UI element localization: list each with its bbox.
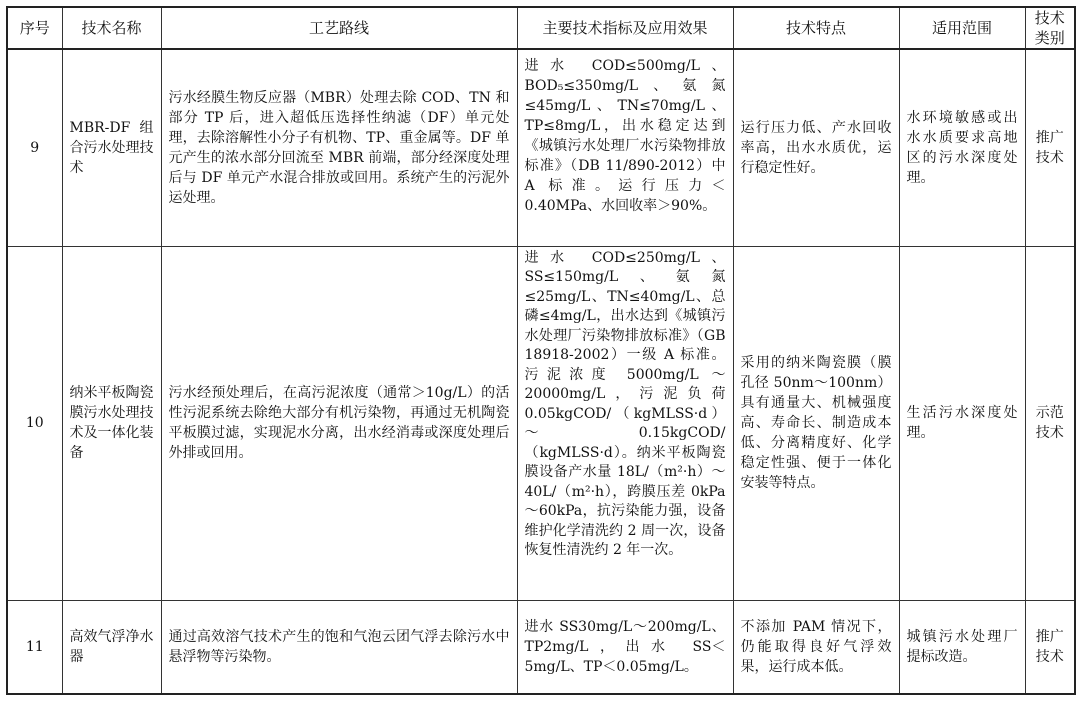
header-row [7,7,1075,49]
row-number: 10 [7,246,62,600]
header-features: 技术特点 [733,7,899,49]
table-header [7,7,1075,49]
table-row [7,49,1075,246]
technology-category: 推广 技术 [1025,600,1075,694]
technical-indicators: 进水 COD≤500mg/L、BOD₅≤350mg/L、氨氮≤45mg/L、TN≤70mg/L、TP≤8mg/L，出水稳定达到《城镇污水处理厂水污染物排放标准》（DB 11/890-2012）中 A 标准。运行压力＜0.40MPa、水回收率＞90%。 [517,49,733,246]
technical-features: 不添加 PAM 情况下，仍能取得良好气浮效果，运行成本低。 [733,600,899,694]
row-number: 9 [7,49,62,246]
header-indicators: 主要技术指标及应用效果 [517,7,733,49]
application-scope: 城镇污水处理厂提标改造。 [899,600,1025,694]
row-number: 11 [7,600,62,694]
process-route: 污水经预处理后，在高污泥浓度（通常＞10g/L）的活性污泥系统去除绝大部分有机污染物，再通过无机陶瓷平板膜过滤，实现泥水分离，出水经消毒或深度处理后外排或回用。 [161,246,517,600]
header-category: 技术 类别 [1025,7,1075,49]
technology-name: MBR-DF 组合污水处理技术 [62,49,161,246]
technology-category: 推广 技术 [1025,49,1075,246]
technology-category: 示范 技术 [1025,246,1075,600]
header-scope: 适用范围 [899,7,1025,49]
technical-indicators: 进水 SS30mg/L～200mg/L、TP2mg/L，出水 SS＜5mg/L、TP＜0.05mg/L。 [517,600,733,694]
application-scope: 生活污水深度处理。 [899,246,1025,600]
process-route: 污水经膜生物反应器（MBR）处理去除 COD、TN 和部分 TP 后，进入超低压选择性纳滤（DF）单元处理，去除溶解性小分子有机物、TP、重金属等。DF 单元产生的浓水部分回流至 MBR 前端，部分经深度处理后与 DF 单元产水混合排放或回用。系统产生的污泥外运处理。 [161,49,517,246]
technical-features: 采用的纳米陶瓷膜（膜孔径 50nm～100nm）具有通量大、机械强度高、寿命长、制造成本低、分离精度好、化学稳定性强、便于一体化安装等特点。 [733,246,899,600]
technical-features: 运行压力低、产水回收率高，出水水质优，运行稳定性好。 [733,49,899,246]
header-no: 序号 [7,7,62,49]
header-name: 技术名称 [62,7,161,49]
technology-name: 纳米平板陶瓷膜污水处理技术及一体化装备 [62,246,161,600]
table-row [7,246,1075,600]
header-route: 工艺路线 [161,7,517,49]
application-scope: 水环境敏感或出水水质要求高地区的污水深度处理。 [899,49,1025,246]
table-row [7,600,1075,694]
technical-indicators: 进水 COD≤250mg/L、SS≤150mg/L、氨氮≤25mg/L、TN≤40mg/L、总磷≤4mg/L，出水达到《城镇污水处理厂污染物排放标准》（GB 18918-2002）一级 A 标准。污泥浓度 5000mg/L ～20000mg/L，污泥负荷 0.05kgCOD/（kgMLSS·d）～0.15kgCOD/（kgMLSS·d）。纳米平板陶瓷膜设备产水量 18L/（m²·h）～40L/（m²·h），跨膜压差 0kPa～60kPa，抗污染能力强，设备维护化学清洗约 2 周一次，设备恢复性清洗约 2 年一次。 [517,246,733,600]
process-route: 通过高效溶气技术产生的饱和气泡云团气浮去除污水中悬浮物等污染物。 [161,600,517,694]
technology-table [6,6,1076,695]
technology-name: 高效气浮净水器 [62,600,161,694]
table-body [7,49,1075,694]
